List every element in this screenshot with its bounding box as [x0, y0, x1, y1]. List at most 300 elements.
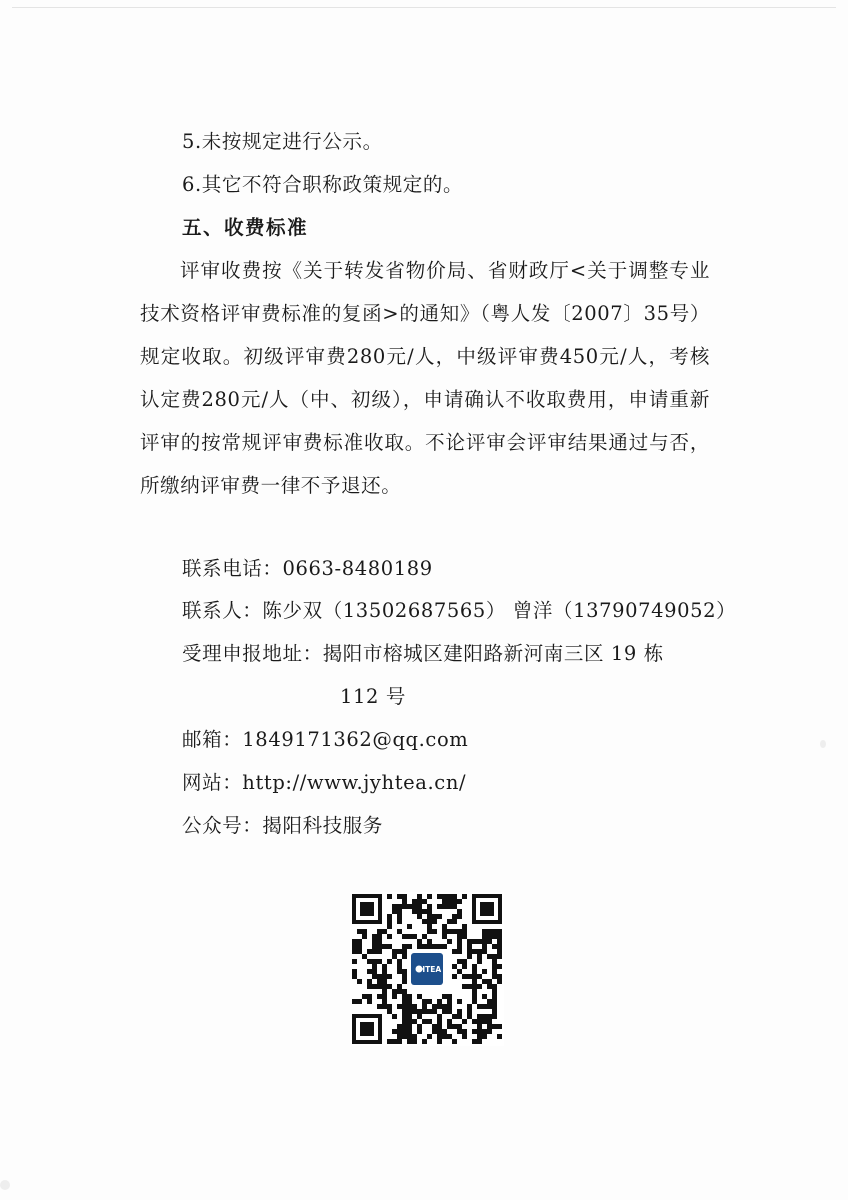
qr-module: [477, 939, 482, 944]
qr-module: [427, 1019, 432, 1024]
qr-module: [417, 914, 422, 919]
qr-module: [457, 909, 462, 914]
qr-module: [477, 984, 482, 989]
qr-module: [412, 904, 417, 909]
qr-module: [392, 989, 397, 994]
qr-module: [442, 929, 447, 934]
qr-logo-text: HTEA: [418, 965, 442, 974]
qr-module: [372, 984, 377, 989]
qr-module: [487, 979, 492, 984]
qr-module: [497, 949, 502, 954]
qr-module: [492, 964, 497, 969]
qr-module: [432, 1009, 437, 1014]
qr-finder-top-right: [472, 894, 502, 924]
qr-module: [387, 944, 392, 949]
qr-module: [457, 949, 462, 954]
qr-module: [417, 904, 422, 909]
qr-module: [427, 924, 432, 929]
qr-module: [427, 1034, 432, 1039]
qr-module: [447, 894, 452, 899]
qr-module: [437, 1039, 442, 1044]
qr-module: [457, 899, 462, 904]
qr-module: [367, 979, 372, 984]
qr-module: [417, 939, 422, 944]
qr-module: [457, 1014, 462, 1019]
qr-module: [422, 1009, 427, 1014]
qr-module: [457, 999, 462, 1004]
qr-module: [387, 914, 392, 919]
qr-module: [362, 929, 367, 934]
qr-module: [427, 1009, 432, 1014]
qr-module: [417, 944, 422, 949]
qr-module: [462, 934, 467, 939]
qr-finder-top-left: [352, 894, 382, 924]
qr-module: [387, 974, 392, 979]
qr-module: [407, 924, 412, 929]
qr-module: [422, 1004, 427, 1009]
qr-module: [357, 939, 362, 944]
qr-module: [417, 1014, 422, 1019]
qr-module: [472, 1019, 477, 1024]
qr-module: [402, 934, 407, 939]
scan-speck: [820, 740, 826, 748]
qr-module: [477, 1024, 482, 1029]
qr-module: [482, 994, 487, 999]
qr-module: [447, 939, 452, 944]
qr-module: [452, 894, 457, 899]
qr-module: [497, 974, 502, 979]
qr-module: [382, 989, 387, 994]
qr-module: [352, 939, 357, 944]
qr-module: [467, 1004, 472, 1009]
qr-module: [457, 1024, 462, 1029]
qr-module: [447, 929, 452, 934]
qr-module: [437, 1004, 442, 1009]
qr-module: [402, 1019, 407, 1024]
contact-wechat: 公众号：揭阳科技服务: [182, 814, 384, 837]
qr-module: [452, 964, 457, 969]
qr-module: [447, 1019, 452, 1024]
qr-module: [382, 964, 387, 969]
qr-module: [397, 1034, 402, 1039]
qr-module: [397, 959, 402, 964]
qr-module: [397, 1039, 402, 1044]
qr-module: [417, 1029, 422, 1034]
qr-module: [412, 1034, 417, 1039]
fee-paragraph: 评审收费按《关于转发省物价局、省财政厅<关于调整专业技术资格评审费标准的复函>的通知》（粤人发〔2007〕35号）规定收取。初级评审费280元/人，中级评审费450元/人，考核认定费280元/人（中、初级），申请确认不收取费用，申请重新评审的按常规评审费标准收取。不论评审会评审结果通过与否，所缴纳评审费一律不予退还。: [140, 259, 710, 497]
qr-module: [477, 1004, 482, 1009]
qr-module: [487, 1024, 492, 1029]
qr-module: [417, 899, 422, 904]
qr-module: [447, 1004, 452, 1009]
qr-module: [407, 994, 412, 999]
qr-module: [447, 999, 452, 1004]
qr-module: [427, 929, 432, 934]
qr-module: [467, 984, 472, 989]
qr-module: [372, 959, 377, 964]
qr-module: [372, 964, 377, 969]
qr-module: [487, 1014, 492, 1019]
qr-module: [357, 979, 362, 984]
qr-module: [457, 934, 462, 939]
qr-module: [402, 1014, 407, 1019]
qr-module: [357, 949, 362, 954]
qr-module: [477, 974, 482, 979]
qr-module: [432, 919, 437, 924]
qr-module: [407, 904, 412, 909]
qr-module: [387, 924, 392, 929]
qr-module: [482, 944, 487, 949]
qr-module: [352, 969, 357, 974]
qr-module: [392, 1014, 397, 1019]
qr-module: [427, 939, 432, 944]
qr-module: [452, 974, 457, 979]
qr-module: [442, 899, 447, 904]
qr-module: [407, 1009, 412, 1014]
qr-module: [402, 1004, 407, 1009]
qr-module: [367, 969, 372, 974]
qr-module: [362, 994, 367, 999]
qr-module: [477, 1039, 482, 1044]
qr-module: [497, 954, 502, 959]
qr-module: [397, 984, 402, 989]
qr-module: [472, 974, 477, 979]
qr-module: [487, 954, 492, 959]
qr-finder-bottom-left: [352, 1014, 382, 1044]
qr-module: [462, 984, 467, 989]
qr-module: [467, 949, 472, 954]
qr-module: [382, 974, 387, 979]
qr-module: [477, 959, 482, 964]
qr-module: [462, 964, 467, 969]
qr-module: [467, 954, 472, 959]
qr-module: [362, 934, 367, 939]
qr-module: [442, 994, 447, 999]
qr-module: [397, 904, 402, 909]
qr-module: [437, 944, 442, 949]
qr-module: [457, 929, 462, 934]
qr-module: [492, 954, 497, 959]
qr-module: [392, 909, 397, 914]
qr-module: [462, 924, 467, 929]
qr-module: [407, 1029, 412, 1034]
qr-module: [402, 1024, 407, 1029]
qr-module: [367, 949, 372, 954]
qr-module: [402, 904, 407, 909]
qr-module: [457, 969, 462, 974]
qr-module: [447, 1034, 452, 1039]
qr-module: [442, 924, 447, 929]
qr-module: [452, 929, 457, 934]
qr-module: [367, 984, 372, 989]
qr-module: [402, 974, 407, 979]
qr-module: [422, 1019, 427, 1024]
qr-module: [352, 944, 357, 949]
qr-module: [397, 929, 402, 934]
qr-module: [457, 1009, 462, 1014]
qr-module: [472, 994, 477, 999]
qr-module: [387, 1039, 392, 1044]
qr-module: [427, 919, 432, 924]
qr-module: [407, 1004, 412, 1009]
qr-module: [487, 939, 492, 944]
qr-module: [477, 1034, 482, 1039]
qr-module: [417, 1024, 422, 1029]
qr-module: [432, 1029, 437, 1034]
qr-module: [432, 944, 437, 949]
qr-module: [417, 994, 422, 999]
qr-module: [402, 1009, 407, 1014]
qr-module: [432, 1024, 437, 1029]
qr-module: [397, 989, 402, 994]
qr-module: [462, 1034, 467, 1039]
qr-module: [497, 944, 502, 949]
qr-module: [362, 954, 367, 959]
qr-module: [452, 1024, 457, 1029]
qr-module: [482, 979, 487, 984]
qr-module: [477, 1014, 482, 1019]
item-6: 6.其它不符合职称政策规定的。: [182, 173, 464, 196]
qr-module: [377, 929, 382, 934]
qr-module: [492, 989, 497, 994]
qr-module: [407, 1024, 412, 1029]
qr-module: [382, 994, 387, 999]
qr-module: [487, 984, 492, 989]
qr-module: [477, 1019, 482, 1024]
qr-module: [492, 994, 497, 999]
qr-module: [397, 894, 402, 899]
qr-module: [487, 999, 492, 1004]
qr-module: [372, 969, 377, 974]
qr-module: [387, 984, 392, 989]
qr-module: [482, 934, 487, 939]
qr-module: [472, 984, 477, 989]
qr-module: [377, 949, 382, 954]
qr-module: [402, 989, 407, 994]
qr-module: [392, 994, 397, 999]
qr-module: [437, 894, 442, 899]
qr-module: [497, 939, 502, 944]
qr-module: [427, 904, 432, 909]
qr-module: [382, 1004, 387, 1009]
qr-module: [377, 944, 382, 949]
qr-module: [367, 994, 372, 999]
qr-module: [467, 1014, 472, 1019]
qr-module: [357, 929, 362, 934]
qr-module: [382, 969, 387, 974]
qr-module: [422, 934, 427, 939]
qr-module: [437, 914, 442, 919]
contact-persons: 联系人：陈少双（13502687565） 曾洋（13790749052）: [182, 599, 737, 622]
qr-module: [487, 1004, 492, 1009]
qr-module: [402, 1029, 407, 1034]
qr-module: [377, 959, 382, 964]
qr-module: [412, 934, 417, 939]
qr-module: [457, 944, 462, 949]
qr-module: [372, 949, 377, 954]
qr-module: [452, 1014, 457, 1019]
qr-module: [397, 1029, 402, 1034]
qr-code-graphic: [350, 892, 504, 1046]
qr-module: [497, 979, 502, 984]
qr-module: [492, 1009, 497, 1014]
qr-module: [437, 1019, 442, 1024]
qr-module: [457, 1029, 462, 1034]
qr-center-logo: [408, 950, 446, 988]
qr-module: [372, 934, 377, 939]
qr-module: [492, 969, 497, 974]
qr-module: [397, 909, 402, 914]
qr-module: [472, 939, 477, 944]
qr-module: [482, 1014, 487, 1019]
qr-module: [497, 1024, 502, 1029]
qr-module: [457, 959, 462, 964]
qr-module: [437, 1034, 442, 1039]
qr-module: [472, 999, 477, 1004]
qr-module: [492, 1014, 497, 1019]
qr-module: [417, 1009, 422, 1014]
qr-module: [377, 1004, 382, 1009]
qr-module: [462, 974, 467, 979]
qr-module: [412, 909, 417, 914]
qr-module: [377, 994, 382, 999]
qr-module: [387, 959, 392, 964]
qr-module: [407, 1019, 412, 1024]
qr-module: [447, 994, 452, 999]
qr-module: [462, 929, 467, 934]
contact-phone: 联系电话：0663-8480189: [182, 557, 433, 580]
qr-module: [357, 999, 362, 1004]
qr-module: [457, 939, 462, 944]
qr-module: [462, 1029, 467, 1034]
qr-module: [402, 949, 407, 954]
qr-module: [472, 969, 477, 974]
qr-module: [492, 1024, 497, 1029]
qr-module: [452, 914, 457, 919]
qr-module: [427, 944, 432, 949]
qr-module: [442, 1034, 447, 1039]
qr-module: [462, 1019, 467, 1024]
qr-module: [402, 1034, 407, 1039]
qr-module: [492, 944, 497, 949]
qr-module: [377, 979, 382, 984]
qr-module: [492, 929, 497, 934]
qr-module: [452, 1039, 457, 1044]
qr-module: [442, 1004, 447, 1009]
qr-module: [447, 899, 452, 904]
qr-module: [427, 914, 432, 919]
qr-module: [397, 1024, 402, 1029]
qr-module: [457, 914, 462, 919]
qr-module: [487, 929, 492, 934]
qr-module: [412, 1009, 417, 1014]
qr-module: [437, 1014, 442, 1019]
qr-module: [472, 1039, 477, 1044]
qr-module: [397, 969, 402, 974]
qr-module: [462, 959, 467, 964]
qr-module: [482, 1034, 487, 1039]
qr-module: [397, 1004, 402, 1009]
qr-module: [487, 1029, 492, 1034]
qr-module: [397, 964, 402, 969]
qr-module: [372, 944, 377, 949]
qr-module: [402, 979, 407, 984]
qr-module: [392, 1029, 397, 1034]
qr-module: [397, 919, 402, 924]
qr-module: [442, 904, 447, 909]
qr-module: [422, 899, 427, 904]
qr-module: [352, 999, 357, 1004]
qr-module: [477, 1029, 482, 1034]
qr-module: [492, 959, 497, 964]
qr-module: [437, 999, 442, 1004]
qr-module: [377, 974, 382, 979]
qr-module: [412, 1039, 417, 1044]
qr-module: [467, 974, 472, 979]
qr-module: [467, 944, 472, 949]
qr-module: [467, 1009, 472, 1014]
qr-module: [497, 1034, 502, 1039]
qr-module: [402, 969, 407, 974]
qr-module: [477, 954, 482, 959]
qr-module: [472, 964, 477, 969]
qr-module: [392, 904, 397, 909]
qr-module: [492, 1004, 497, 1009]
qr-module: [467, 939, 472, 944]
qr-module: [407, 1039, 412, 1044]
qr-module: [442, 894, 447, 899]
scan-speck: [0, 1180, 10, 1190]
qr-module: [387, 894, 392, 899]
qr-module: [482, 1004, 487, 1009]
qr-module: [407, 1034, 412, 1039]
qr-module: [382, 929, 387, 934]
qr-module: [402, 954, 407, 959]
qr-module: [482, 939, 487, 944]
qr-module: [447, 1009, 452, 1014]
qr-module: [472, 1029, 477, 1034]
qr-module: [422, 1039, 427, 1044]
qr-module: [472, 949, 477, 954]
qr-module: [387, 934, 392, 939]
qr-module: [427, 909, 432, 914]
qr-module: [387, 1004, 392, 1009]
qr-module: [482, 949, 487, 954]
qr-module: [422, 999, 427, 1004]
qr-module: [382, 979, 387, 984]
qr-module: [392, 954, 397, 959]
address-line-1: 受理申报地址：揭阳市榕城区建阳路新河南三区 19 栋: [182, 642, 664, 665]
qr-code: [350, 892, 504, 1046]
qr-module: [497, 934, 502, 939]
qr-module: [437, 1024, 442, 1029]
qr-module: [382, 984, 387, 989]
qr-module: [497, 929, 502, 934]
qr-module: [422, 909, 427, 914]
qr-module: [422, 944, 427, 949]
address-line-2: 112 号: [340, 685, 406, 708]
scan-edge-line: [12, 7, 836, 8]
qr-module: [367, 999, 372, 1004]
qr-module: [492, 974, 497, 979]
qr-module: [382, 944, 387, 949]
qr-module: [352, 959, 357, 964]
qr-module: [442, 944, 447, 949]
qr-module: [352, 974, 357, 979]
qr-module: [447, 919, 452, 924]
qr-module: [452, 899, 457, 904]
qr-module: [377, 939, 382, 944]
